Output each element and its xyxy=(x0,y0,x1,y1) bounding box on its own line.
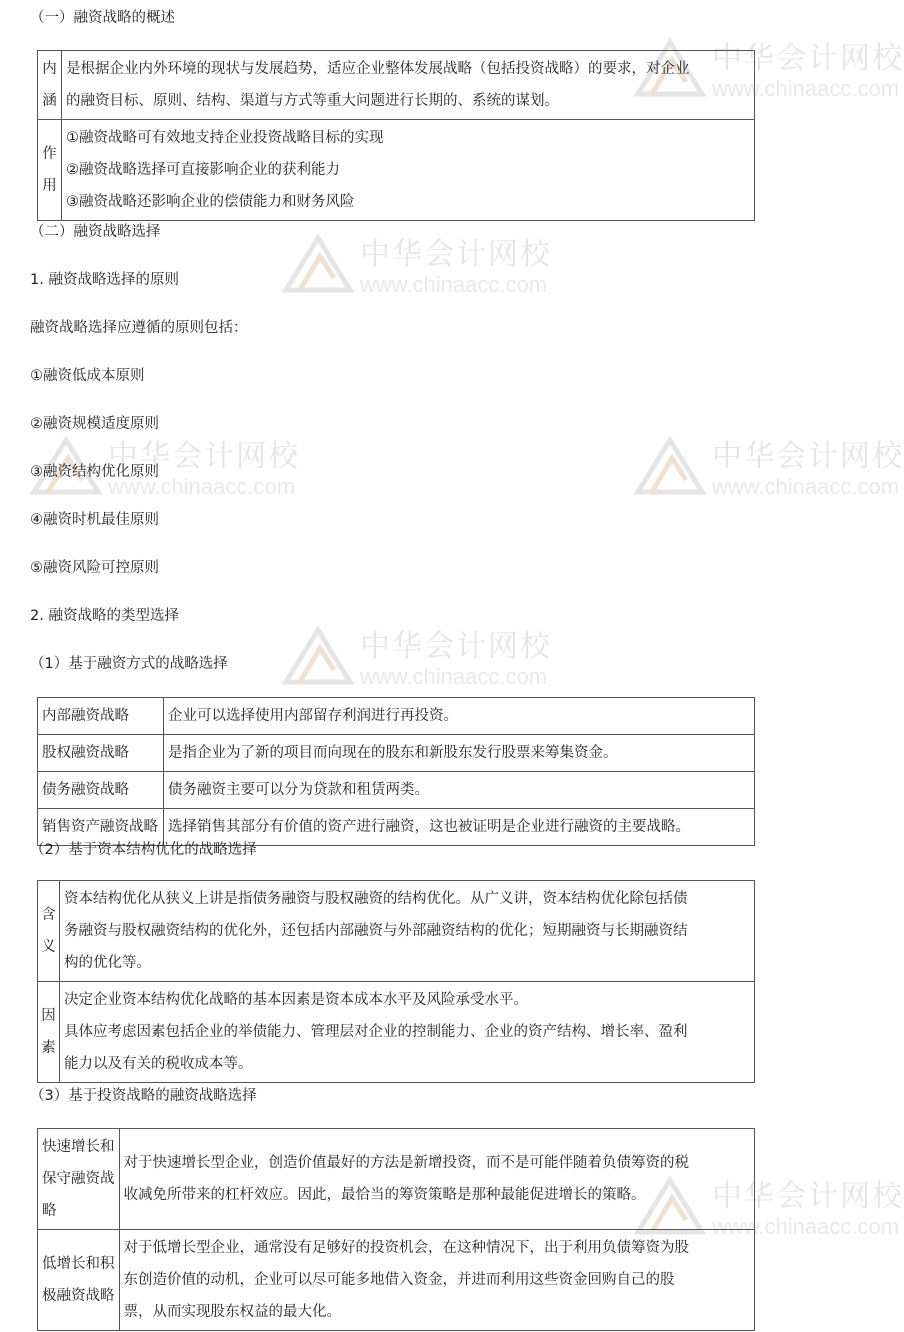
row-header-line: 低增长和积 xyxy=(42,1256,115,1272)
cell-text: 票，从而实现股东权益的最大化。 xyxy=(123,1304,341,1320)
table-row xyxy=(38,982,755,1083)
cell-text: 对于低增长型企业，通常没有足够好的投资机会，在这种情况下，出于利用负债筹资为股 xyxy=(123,1240,689,1256)
capital-structure-table xyxy=(37,880,755,1083)
cell-text: ②融资战略选择可直接影响企业的获利能力 xyxy=(66,162,340,178)
row-header xyxy=(38,1230,120,1331)
watermark-logo-icon xyxy=(632,436,710,496)
cell-text: 能力以及有关的税收成本等。 xyxy=(64,1056,253,1072)
table-row xyxy=(38,51,755,120)
row-header xyxy=(38,51,62,120)
table-row xyxy=(38,698,755,735)
list-item: ③融资结构优化原则 xyxy=(30,464,159,480)
cell-text: ③融资战略还影响企业的偿债能力和财务风险 xyxy=(66,194,355,210)
method-name: 销售资产融资战略 xyxy=(38,809,164,846)
watermark-logo-icon xyxy=(280,234,358,294)
row-header-char: 作 xyxy=(42,146,57,162)
row-header-char: 因 xyxy=(41,1008,56,1024)
overview-table xyxy=(37,50,755,221)
row-header xyxy=(38,120,62,221)
cell-text: ①融资战略可有效地支持企业投资战略目标的实现 xyxy=(66,130,384,146)
method-desc: 企业可以选择使用内部留存利润进行再投资。 xyxy=(164,698,755,735)
table-row xyxy=(38,735,755,772)
method-name: 股权融资战略 xyxy=(38,735,164,772)
row-header xyxy=(38,1129,120,1230)
row-header-char: 涵 xyxy=(42,93,57,109)
cell-text: 务融资与股权融资结构的优化外，还包括内部融资与外部融资结构的优化；短期融资与长期融资结 xyxy=(64,923,688,939)
watermark-en: www.chinaacc.com xyxy=(712,1214,900,1239)
section-heading: （一）融资战略的概述 xyxy=(30,10,175,26)
row-header-line: 略 xyxy=(42,1203,57,1219)
row-header-char: 素 xyxy=(41,1040,56,1056)
cell-text: 收减免所带来的杠杆效应。因此，最恰当的筹资策略是那种最能促进增长的策略。 xyxy=(123,1187,646,1203)
method-desc: 债务融资主要可以分为贷款和租赁两类。 xyxy=(164,772,755,809)
subheading: 1. 融资战略选择的原则 xyxy=(30,272,179,288)
paragraph: （3）基于投资战略的融资战略选择 xyxy=(30,1088,257,1104)
row-header-line: 保守融资战 xyxy=(42,1171,115,1187)
row-content xyxy=(60,982,755,1083)
paragraph: 融资战略选择应遵循的原则包括： xyxy=(30,320,248,336)
row-content xyxy=(119,1129,755,1230)
watermark-en: www.chinaacc.com xyxy=(108,474,296,499)
row-header-char: 义 xyxy=(41,939,56,955)
watermark-en: www.chinaacc.com xyxy=(360,272,548,297)
table-row xyxy=(38,120,755,221)
cell-text: 东创造价值的动机，企业可以尽可能多地借入资金，并进而利用这些资金回购自己的股 xyxy=(123,1272,675,1288)
method-name: 债务融资战略 xyxy=(38,772,164,809)
row-header-line: 快速增长和 xyxy=(42,1139,115,1155)
section-heading: （二）融资战略选择 xyxy=(30,224,161,240)
watermark-en: www.chinaacc.com xyxy=(712,474,900,499)
method-desc: 是指企业为了新的项目而向现在的股东和新股东发行股票来筹集资金。 xyxy=(164,735,755,772)
paragraph: （1）基于融资方式的战略选择 xyxy=(30,656,228,672)
watermark-cn: 中华会计网校 xyxy=(712,1179,904,1214)
list-item: ⑤融资风险可控原则 xyxy=(30,560,159,576)
table-row xyxy=(38,1129,755,1230)
row-content xyxy=(62,51,755,120)
subheading: 2. 融资战略的类型选择 xyxy=(30,608,179,624)
row-header-char: 用 xyxy=(42,178,57,194)
watermark-logo-icon xyxy=(280,626,358,686)
investment-strategy-table xyxy=(37,1128,755,1331)
table-row xyxy=(38,881,755,982)
watermark-cn: 中华会计网校 xyxy=(360,629,552,664)
watermark-cn: 中华会计网校 xyxy=(712,439,904,474)
table-row xyxy=(38,1230,755,1331)
list-item: ④融资时机最佳原则 xyxy=(30,512,159,528)
row-header-char: 内 xyxy=(42,61,57,77)
watermark-cn: 中华会计网校 xyxy=(108,439,300,474)
row-content xyxy=(119,1230,755,1331)
watermark-cn: 中华会计网校 xyxy=(712,41,904,76)
table-row xyxy=(38,772,755,809)
cell-text: 决定企业资本结构优化战略的基本因素是资本成本水平及风险承受水平。 xyxy=(64,992,528,1008)
row-header xyxy=(38,982,60,1083)
list-item: ①融资低成本原则 xyxy=(30,368,145,384)
row-content xyxy=(62,120,755,221)
row-header xyxy=(38,881,60,982)
row-header-line: 极融资战略 xyxy=(42,1288,115,1304)
row-content xyxy=(60,881,755,982)
paragraph: （2）基于资本结构优化的战略选择 xyxy=(30,842,257,858)
method-desc: 选择销售其部分有价值的资产进行融资，这也被证明是企业进行融资的主要战略。 xyxy=(164,809,755,846)
watermark-cn: 中华会计网校 xyxy=(360,237,552,272)
cell-text: 对于快速增长型企业，创造价值最好的方法是新增投资，而不是可能伴随着负债筹资的税 xyxy=(123,1155,689,1171)
cell-text: 构的优化等。 xyxy=(64,955,151,971)
row-header-char: 含 xyxy=(41,907,56,923)
cell-text: 的融资目标、原则、结构、渠道与方式等重大问题进行长期的、系统的谋划。 xyxy=(66,93,559,109)
watermark-en: www.chinaacc.com xyxy=(360,664,548,689)
cell-text: 是根据企业内外环境的现状与发展趋势，适应企业整体发展战略（包括投资战略）的要求，对企业 xyxy=(66,61,690,77)
list-item: ②融资规模适度原则 xyxy=(30,416,159,432)
financing-methods-table xyxy=(37,697,755,846)
cell-text: 资本结构优化从狭义上讲是指债务融资与股权融资的结构优化。从广义讲，资本结构优化除包括债 xyxy=(64,891,688,907)
method-name: 内部融资战略 xyxy=(38,698,164,735)
cell-text: 具体应考虑因素包括企业的举债能力、管理层对企业的控制能力、企业的资产结构、增长率、盈利 xyxy=(64,1024,688,1040)
watermark-en: www.chinaacc.com xyxy=(712,76,900,101)
